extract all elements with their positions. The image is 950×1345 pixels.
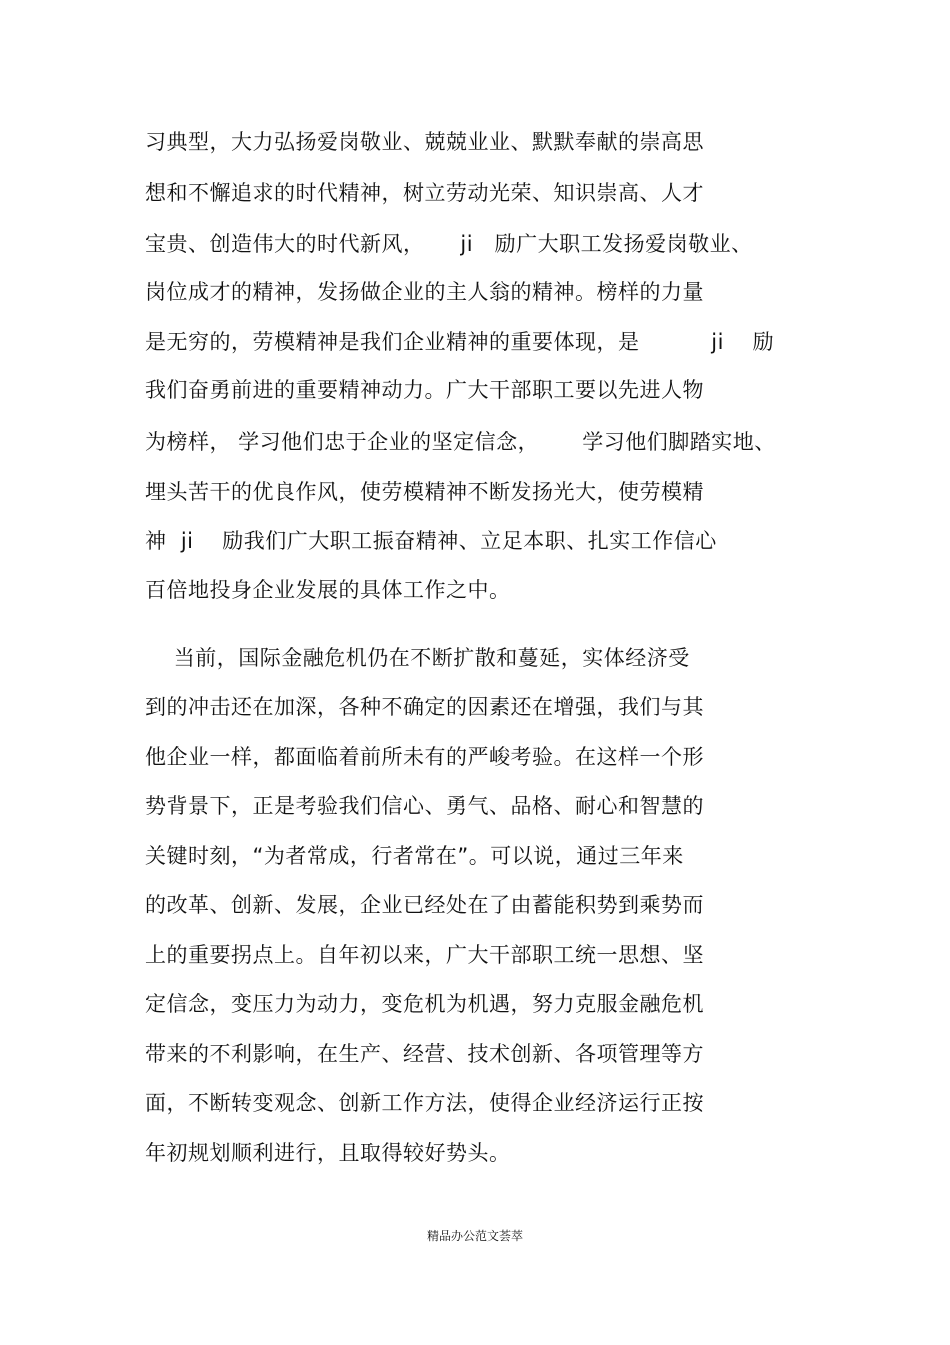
paragraph-line: 想和不懈追求的时代精神，树立劳动光荣、知识崇高、人才 bbox=[145, 181, 704, 205]
paragraph-line: 面，不断转变观念、创新工作方法，使得企业经济运行正按 bbox=[145, 1091, 704, 1115]
paragraph-line: 埋头苦干的优良作风，使劳模精神不断发扬光大，使劳模精 bbox=[145, 480, 704, 504]
paragraph-line: 关键时刻，“为者常成，行者常在”。可以说，通过三年来 bbox=[145, 844, 684, 868]
paragraph-line: 是无穷的，劳模精神是我们企业精神的重要体现，是 ji 励 bbox=[145, 330, 775, 354]
paragraph-line: 为榜样， 学习他们忠于企业的坚定信念， 学习他们脚踏实地、 bbox=[145, 430, 776, 454]
paragraph-line: 当前，国际金融危机仍在不断扩散和蔓延，实体经济受 bbox=[145, 646, 690, 670]
paragraph-line: 带来的不利影响，在生产、经营、技术创新、各项管理等方 bbox=[145, 1042, 704, 1066]
paragraph-line: 的改革、创新、发展，企业已经处在了由蓄能积势到乘势而 bbox=[145, 893, 704, 917]
paragraph-line: 宝贵、创造伟大的时代新风， ji 励广大职工发扬爱岗敬业、 bbox=[145, 232, 753, 256]
paragraph-line: 到的冲击还在加深，各种不确定的因素还在增强，我们与其 bbox=[145, 695, 704, 719]
paragraph-line: 年初规划顺利进行，且取得较好势头。 bbox=[145, 1141, 511, 1165]
paragraph-line: 岗位成才的精神，发扬做企业的主人翁的精神。榜样的力量 bbox=[145, 280, 704, 304]
paragraph-line: 百倍地投身企业发展的具体工作之中。 bbox=[145, 578, 511, 602]
paragraph-line: 习典型，大力弘扬爱岗敬业、兢兢业业、默默奉献的崇高思 bbox=[145, 130, 704, 154]
paragraph-line: 上的重要拐点上。自年初以来，广大干部职工统一思想、坚 bbox=[145, 943, 704, 967]
paragraph-line: 神 ji 励我们广大职工振奋精神、立足本职、扎实工作信心 bbox=[145, 529, 717, 553]
paragraph-line: 定信念，变压力为动力，变危机为机遇，努力克服金融危机 bbox=[145, 992, 704, 1016]
paragraph-line: 他企业一样，都面临着前所未有的严峻考验。在这样一个形 bbox=[145, 745, 704, 769]
paragraph-line: 我们奋勇前进的重要精神动力。广大干部职工要以先进人物 bbox=[145, 378, 704, 402]
page-footer: 精品办公范文荟萃 bbox=[426, 1229, 523, 1243]
paragraph-line: 势背景下，正是考验我们信心、勇气、品格、耐心和智慧的 bbox=[145, 794, 704, 818]
